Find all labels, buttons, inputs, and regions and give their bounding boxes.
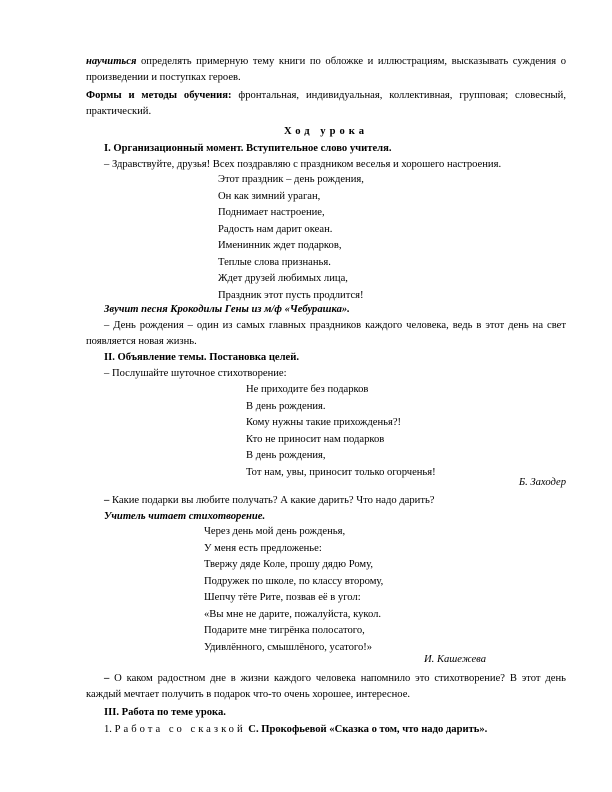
- poem-line: «Вы мне не дарите, пожалуйста, кукол.: [204, 608, 382, 620]
- poem-line: Подружек по школе, по классу второму,: [204, 575, 384, 587]
- reflect-dash: –: [104, 673, 110, 684]
- work-item-number: 1.: [104, 724, 115, 735]
- birthday-poem: [218, 172, 364, 304]
- poem-line: Твержу дяде Коле, прошу дядю Рому,: [204, 559, 374, 570]
- poem-line: Шепчу тёте Рите, позвав её в угол:: [204, 592, 361, 603]
- poem-line: В день рождения.: [246, 400, 326, 412]
- work-item-title: С. Прокофьевой «Сказка о том, что надо дарить».: [245, 724, 488, 735]
- poem-line: Поднимает настроение,: [218, 207, 325, 218]
- listen-text: – Послушайте шуточное стихотворение:: [104, 368, 287, 379]
- poem-line: Тот нам, увы, приносит только огорченья!: [246, 466, 436, 478]
- poem-line: У меня есть предложенье:: [204, 542, 322, 554]
- goal-text: определять примерную тему книги по обложке и иллюстрациям, высказывать суждения о произведении и поступках героев.: [86, 56, 566, 83]
- poem-line: Праздник этот пусть продлится!: [218, 289, 364, 301]
- song-note: Звучит песня Крокодилы Гены из м/ф «Чебурашка».: [104, 304, 350, 315]
- goal-italic-word: научиться: [86, 56, 137, 67]
- zakhoder-poem: [246, 382, 436, 481]
- author-kashezheva: И. Кашежева: [424, 654, 486, 665]
- author-zakhoder: Б. Заходер: [518, 477, 566, 488]
- section2-heading: II. Объявление темы. Постановка целей.: [104, 352, 300, 363]
- teacher-note: Учитель читает стихотворение.: [104, 511, 266, 522]
- reflect-body: О каком радостном дне в жизни каждого человека напомнило это стихотворение? В этот день каждый мечтает получить в подарок что-то очень хорошее, интересное.: [86, 673, 566, 700]
- poem-line: Через день мой день рожденья,: [204, 526, 346, 537]
- poem-line: Именинник ждет подарков,: [218, 240, 342, 251]
- forms-paragraph: [86, 88, 566, 120]
- poem-line: Кому нужны такие прихожденья?!: [246, 417, 402, 428]
- lesson-title: Ход урока: [283, 126, 369, 137]
- work-item: [86, 722, 566, 738]
- goal-paragraph: [86, 54, 566, 86]
- question-dash: –: [104, 495, 110, 506]
- work-item-spaced: Работа со сказкой: [114, 724, 246, 735]
- section1-heading: I. Организационный момент. Вступительное слово учителя.: [104, 143, 392, 154]
- section3-heading: III. Работа по теме урока.: [104, 707, 226, 718]
- poem-line: Он как зимний ураган,: [218, 190, 321, 202]
- poem-line: Кто не приносит нам подарков: [246, 433, 385, 445]
- poem-line: Этот праздник – день рождения,: [218, 174, 364, 185]
- forms-text: фронтальная, индивидуальная, коллективная, групповая; словесный, практический.: [86, 90, 566, 117]
- poem-line: Теплые слова признанья.: [218, 256, 331, 268]
- kashezheva-poem: [204, 524, 383, 656]
- poem-line: Ждет друзей любимых лица,: [218, 273, 348, 284]
- poem-line: Не приходите без подарков: [246, 384, 369, 395]
- birthday-statement: – День рождения – один из самых главных праздников каждого человека, ведь в этот день на свет появляется новая жизнь.: [86, 320, 566, 347]
- poem-line: Подарите мне тигрёнка полосатого,: [204, 625, 365, 636]
- greeting-text: – Здравствуйте, друзья! Всех поздравляю с праздником веселья и хорошего настроения.: [104, 159, 502, 170]
- poem-line: Удивлённого, смышлёного, усатого!»: [204, 641, 373, 653]
- poem-line: В день рождения,: [246, 450, 326, 461]
- reflect-text: [86, 671, 566, 703]
- question-text: [86, 493, 566, 509]
- poem-line: Радость нам дарит океан.: [218, 223, 333, 235]
- forms-label: Формы и методы обучения:: [86, 90, 232, 101]
- question-body: Какие подарки вы любите получать? А какие дарить? Что надо дарить?: [109, 495, 435, 506]
